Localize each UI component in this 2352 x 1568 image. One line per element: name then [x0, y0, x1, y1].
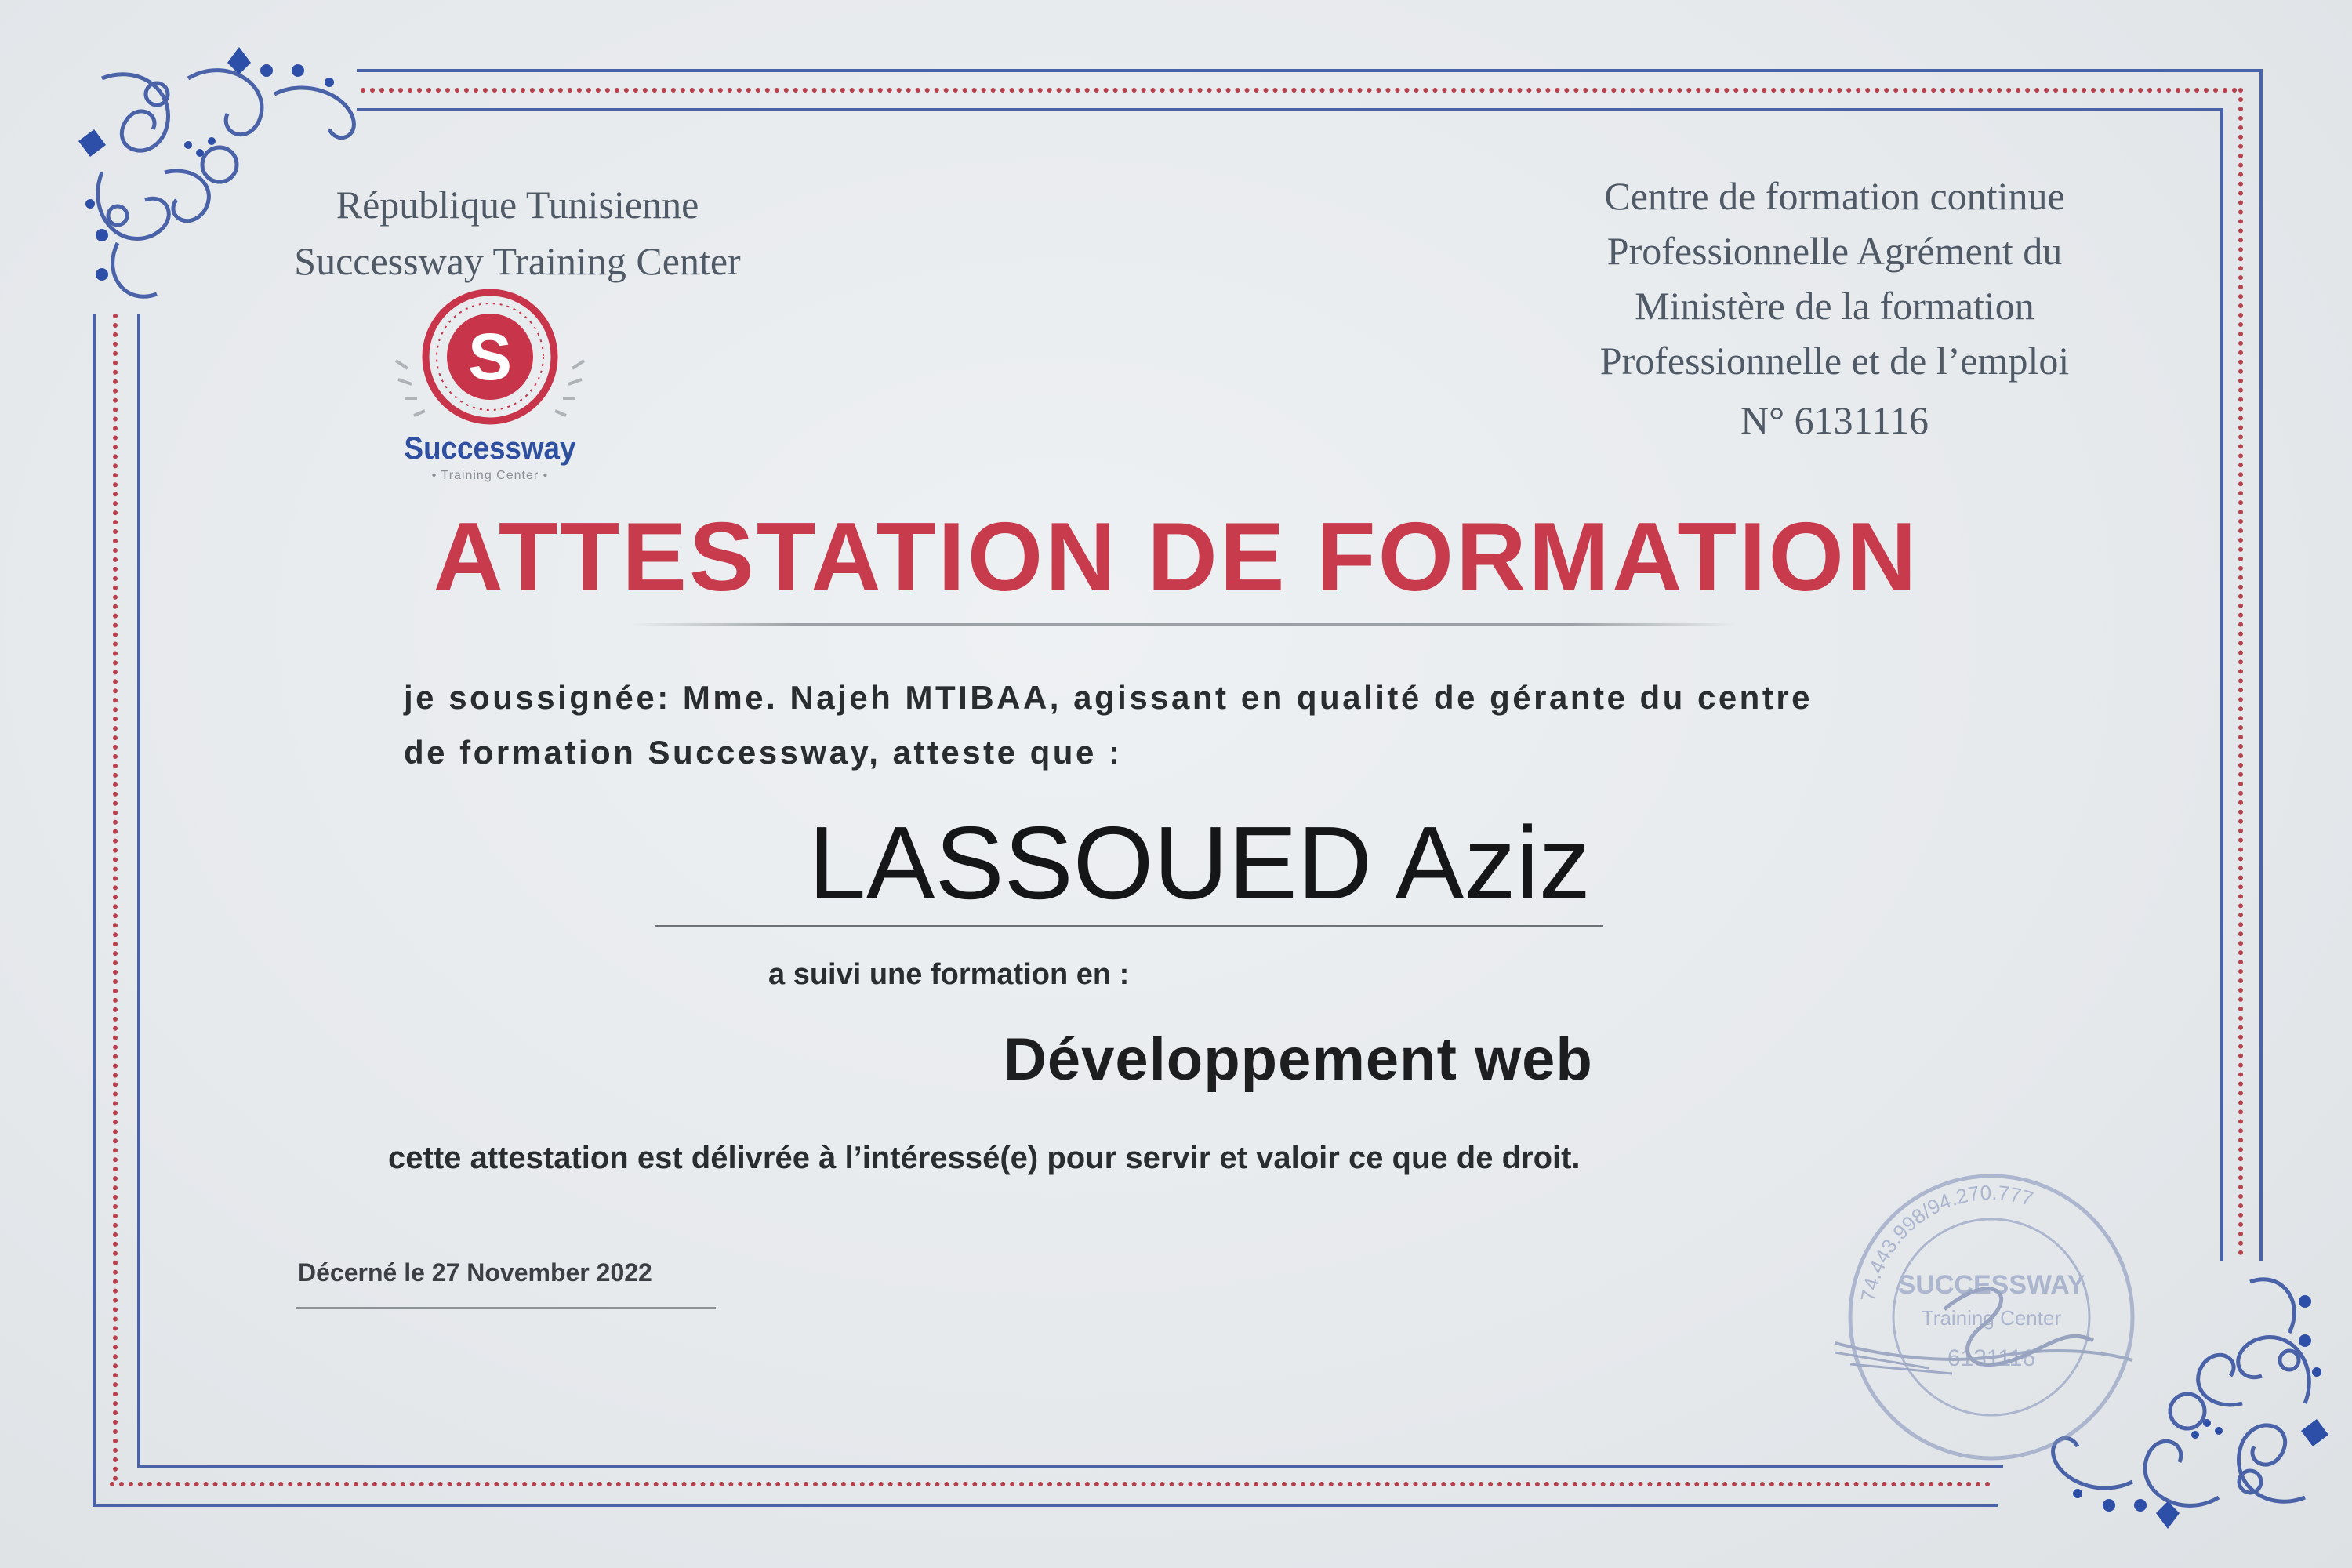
official-stamp: [1835, 1160, 2148, 1474]
title-underline: [631, 623, 1737, 626]
header-right-line1: Centre de formation continue: [1604, 174, 2065, 218]
recipient-name: LASSOUED Aziz: [808, 805, 1591, 920]
recipient-name-underline: [655, 925, 1603, 927]
header-right: [1513, 169, 2156, 448]
frame-bottom-inner: [137, 1465, 2003, 1468]
stamp-brand: SUCCESSWAY: [1897, 1270, 2085, 1300]
header-country: République Tunisienne: [336, 183, 699, 227]
registration-number: N° 6131116: [1740, 398, 1929, 442]
frame-right-outer: [2259, 69, 2263, 1261]
closing-text: cette attestation est délivrée à l’intéressé(e) pour servir et valoir ce que de droit.: [388, 1141, 1581, 1175]
stamp-ring-text: 74.443.998/94.270.777: [1856, 1180, 2036, 1304]
frame-top-inner: [357, 108, 2223, 111]
frame-left-inner: [137, 314, 140, 1466]
logo-brand: Successway: [404, 431, 576, 466]
successway-logo: [376, 282, 604, 494]
logo-emblem: [376, 282, 604, 439]
logo-letter: S: [467, 320, 513, 394]
frame-right-dotted: [2238, 88, 2243, 1256]
header-right-line2: Professionnelle Agrément du: [1606, 229, 2063, 273]
course-name: Développement web: [1004, 1026, 1593, 1093]
issue-date: Décerné le 27 November 2022: [298, 1258, 652, 1287]
frame-left-dotted: [113, 314, 118, 1482]
statement-line2: de formation Successway, atteste que :: [404, 734, 1123, 771]
header-left: [259, 176, 776, 289]
frame-top-outer: [357, 69, 2262, 72]
certificate-title: ATTESTATION DE FORMATION: [433, 503, 1919, 612]
frame-bottom-dotted: [110, 1482, 1991, 1486]
statement-line1: je soussignée: Mme. Najeh MTIBAA, agissant en qualité de gérante du centre: [404, 679, 1813, 716]
statement-paragraph: [404, 670, 2050, 780]
header-right-line4: Professionnelle et de l’emploi: [1599, 339, 2070, 383]
logo-tagline: • Training Center •: [431, 469, 549, 482]
header-right-line3: Ministère de la formation: [1635, 284, 2034, 328]
issue-date-underline: [296, 1307, 716, 1309]
stamp-sub: Training Center: [1921, 1306, 2062, 1330]
frame-right-inner: [2220, 108, 2223, 1261]
followed-text: a suivi une formation en :: [768, 958, 1130, 991]
frame-top-dotted: [361, 88, 2238, 93]
stamp-number: 6131116: [1947, 1345, 2036, 1371]
header-center-name: Successway Training Center: [294, 239, 741, 283]
frame-left-outer: [93, 314, 96, 1505]
frame-bottom-outer: [93, 1504, 1998, 1507]
